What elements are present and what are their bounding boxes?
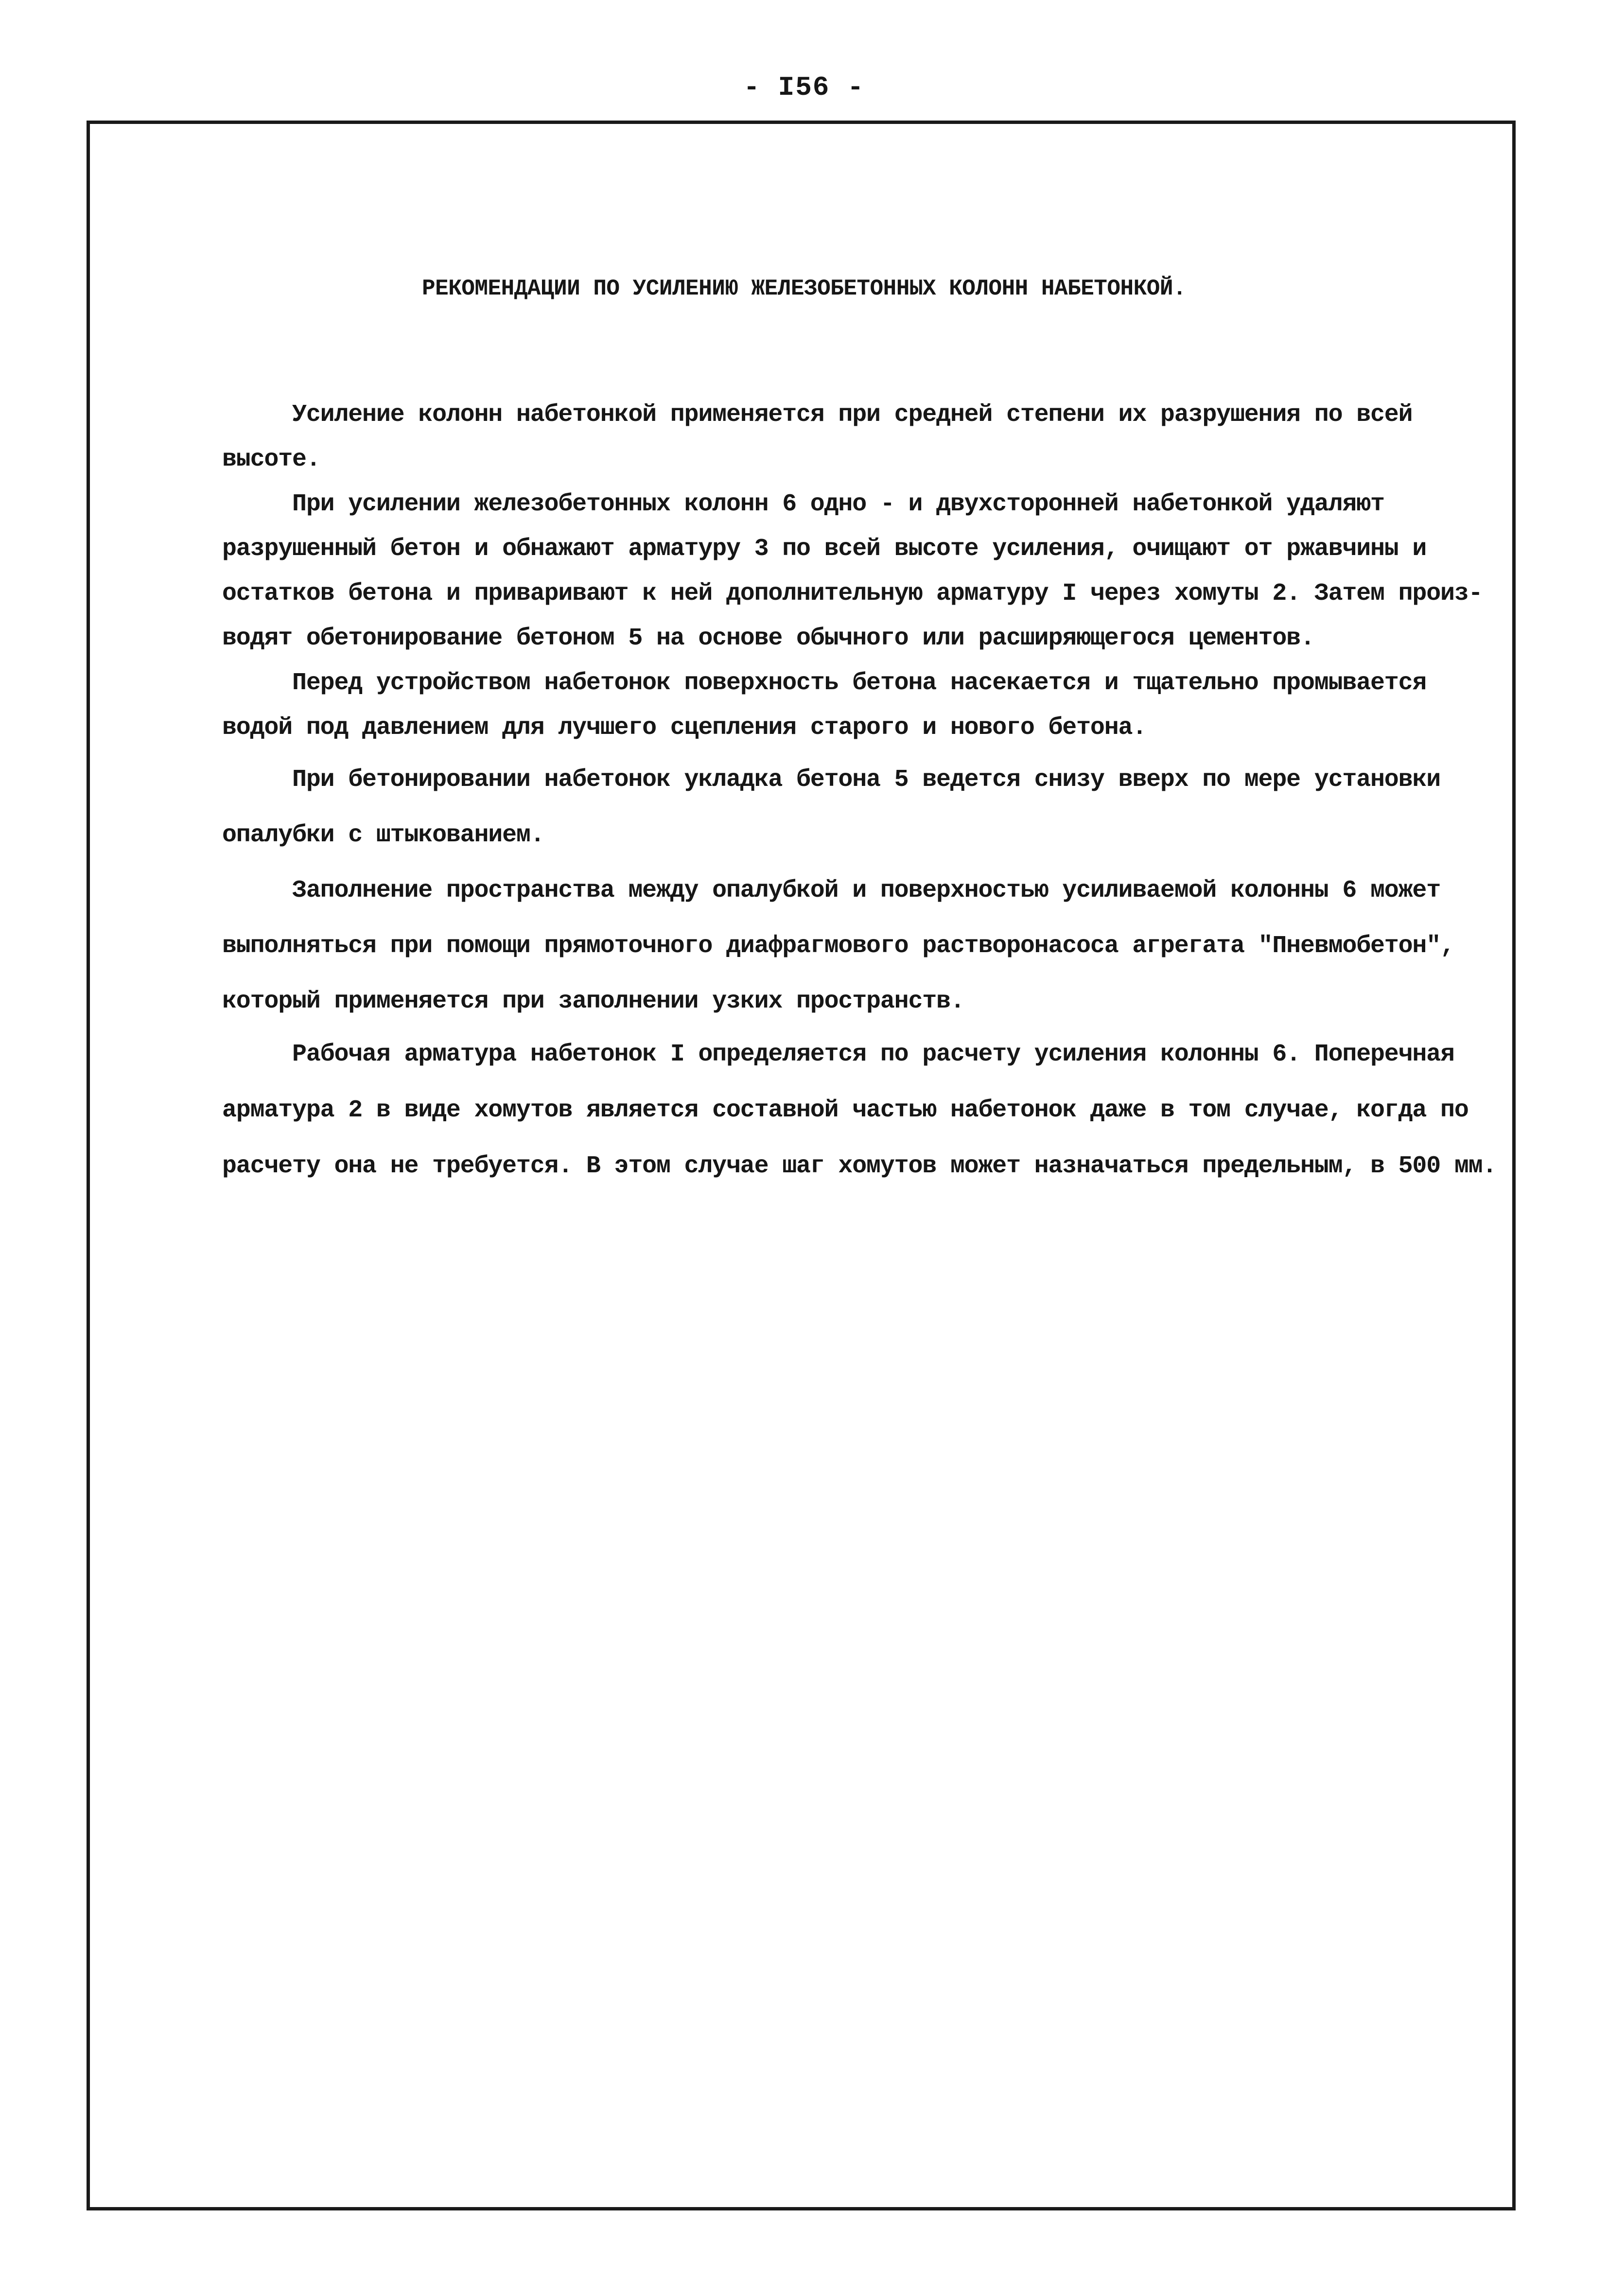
document-title: РЕКОМЕНДАЦИИ ПО УСИЛЕНИЮ ЖЕЛЕЗОБЕТОННЫХ КОЛОНН НАБЕТОНКОЙ. — [421, 276, 1187, 301]
paragraph-6-line-3: расчету она не требуется. В этом случае шаг хомутов может назначаться предельным, в 500 мм. — [222, 1152, 1497, 1180]
paragraph-5-line-2: выполняться при помощи прямоточного диафрагмового растворонасоса агрегата "Пневмобетон", — [222, 932, 1454, 960]
paragraph-3-line-1: Перед устройством набетонок поверхность бетона насекается и тщательно промывается — [222, 669, 1427, 697]
paragraph-6-line-1: Рабочая арматура набетонок I определяется по расчету усиления колонны 6. Поперечная — [222, 1041, 1454, 1068]
paragraph-2-line-4: водят обетонирование бетоном 5 на основе обычного или расширяющегося цементов. — [222, 625, 1314, 652]
page-number: - I56 - — [743, 72, 865, 103]
paragraph-5-line-1: Заполнение пространства между опалубкой и поверхностью усиливаемой колонны 6 может — [222, 877, 1441, 904]
paragraph-4-line-2: опалубки с штыкованием. — [222, 821, 544, 849]
paragraph-2-line-2: разрушенный бетон и обнажают арматуру 3 по всей высоте усиления, очищают от ржавчины и — [222, 535, 1427, 563]
body-text-block-1 — [222, 393, 1483, 750]
paragraph-3-line-2: водой под давлением для лучшего сцепления старого и нового бетона. — [222, 714, 1147, 742]
paragraph-2-line-3: остатков бетона и приваривают к ней дополнительную арматуру I через хомуты 2. Затем произ- — [222, 580, 1483, 608]
paragraph-1-line-2: высоте. — [222, 446, 320, 473]
paragraph-5-line-3: который применяется при заполнении узких пространств. — [222, 988, 964, 1015]
paragraph-4-line-1: При бетонировании набетонок укладка бетона 5 ведется снизу вверх по мере установки — [222, 766, 1441, 794]
body-text-block-2 — [222, 752, 1454, 1029]
body-text-block-3 — [222, 1026, 1497, 1194]
paragraph-6-line-2: арматура 2 в виде хомутов является составной частью набетонок даже в том случае, когда по — [222, 1096, 1468, 1124]
paragraph-1-line-1: Усиление колонн набетонкой применяется при средней степени их разрушения по всей — [222, 401, 1413, 429]
paragraph-2-line-1: При усилении железобетонных колонн 6 одно - и двухсторонней набетонкой удаляют — [222, 490, 1384, 518]
